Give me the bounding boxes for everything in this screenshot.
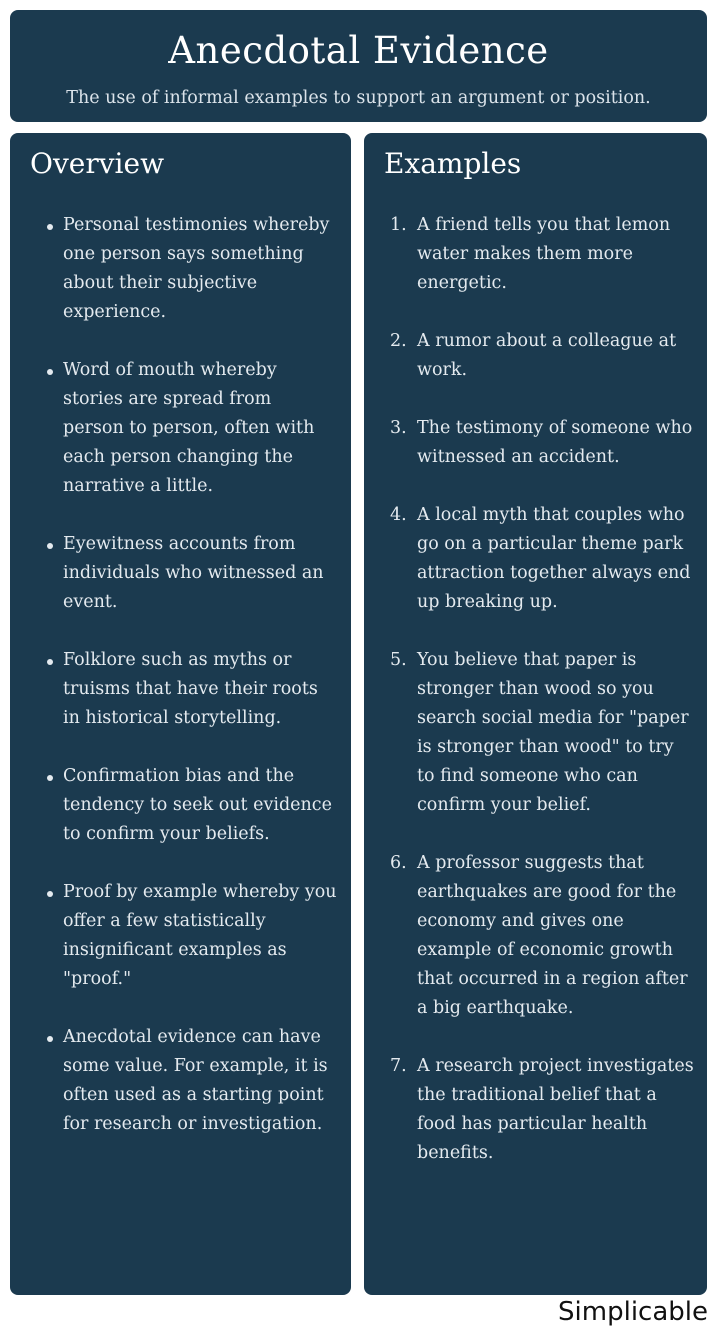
- overview-item: Anecdotal evidence can have some value. For example, it is often used as a starting point for research or investigation.: [10, 1023, 351, 1139]
- example-text: A local myth that couples who go on a particular theme park attraction together always end up breaking up.: [417, 505, 691, 612]
- example-item: [364, 646, 707, 820]
- overview-item: Folklore such as myths or truisms that have their roots in historical storytelling.: [10, 646, 351, 733]
- example-number: 3.: [390, 418, 407, 438]
- page-title: Anecdotal Evidence: [168, 29, 549, 72]
- overview-item: Eyewitness accounts from individuals who witnessed an event.: [10, 530, 351, 617]
- example-number: 2.: [390, 331, 407, 351]
- example-number: 6.: [390, 853, 407, 873]
- example-item: [364, 501, 707, 617]
- example-number: 5.: [390, 650, 407, 670]
- example-text: The testimony of someone who witnessed an accident.: [417, 418, 693, 467]
- example-item: [364, 327, 707, 385]
- example-number: 1.: [390, 215, 407, 235]
- example-number: 4.: [390, 505, 407, 525]
- overview-item: Word of mouth whereby stories are spread from person to person, often with each person changing the narrative a little.: [10, 356, 351, 501]
- overview-item: Proof by example whereby you offer a few statistically insignificant examples as "proof.": [10, 878, 351, 994]
- overview-item: Confirmation bias and the tendency to seek out evidence to confirm your beliefs.: [10, 762, 351, 849]
- examples-heading: Examples: [384, 147, 522, 180]
- example-item: [364, 211, 707, 298]
- example-number: 7.: [390, 1056, 407, 1076]
- page-subtitle: The use of informal examples to support an argument or position.: [66, 88, 651, 108]
- overview-heading: Overview: [30, 147, 165, 180]
- example-text: A research project investigates the traditional belief that a food has particular health benefits.: [417, 1056, 694, 1163]
- example-item: [364, 849, 707, 1023]
- example-text: You believe that paper is stronger than wood so you search social media for "paper is stronger than wood" to try to find someone who can confirm your belief.: [417, 650, 689, 815]
- header-panel: [10, 10, 707, 122]
- overview-list: [10, 211, 351, 1168]
- overview-panel: [10, 133, 351, 1295]
- example-text: A professor suggests that earthquakes are good for the economy and gives one example of economic growth that occurred in a region after a big earthquake.: [417, 853, 688, 1018]
- example-text: A friend tells you that lemon water makes them more energetic.: [417, 215, 671, 293]
- brand-wordmark: Simplicable: [558, 1297, 708, 1327]
- overview-item: Personal testimonies whereby one person says something about their subjective experience.: [10, 211, 351, 327]
- example-item: [364, 1052, 707, 1168]
- example-text: A rumor about a colleague at work.: [417, 331, 677, 380]
- example-item: [364, 414, 707, 472]
- examples-panel: [364, 133, 707, 1295]
- examples-list: [364, 211, 707, 1197]
